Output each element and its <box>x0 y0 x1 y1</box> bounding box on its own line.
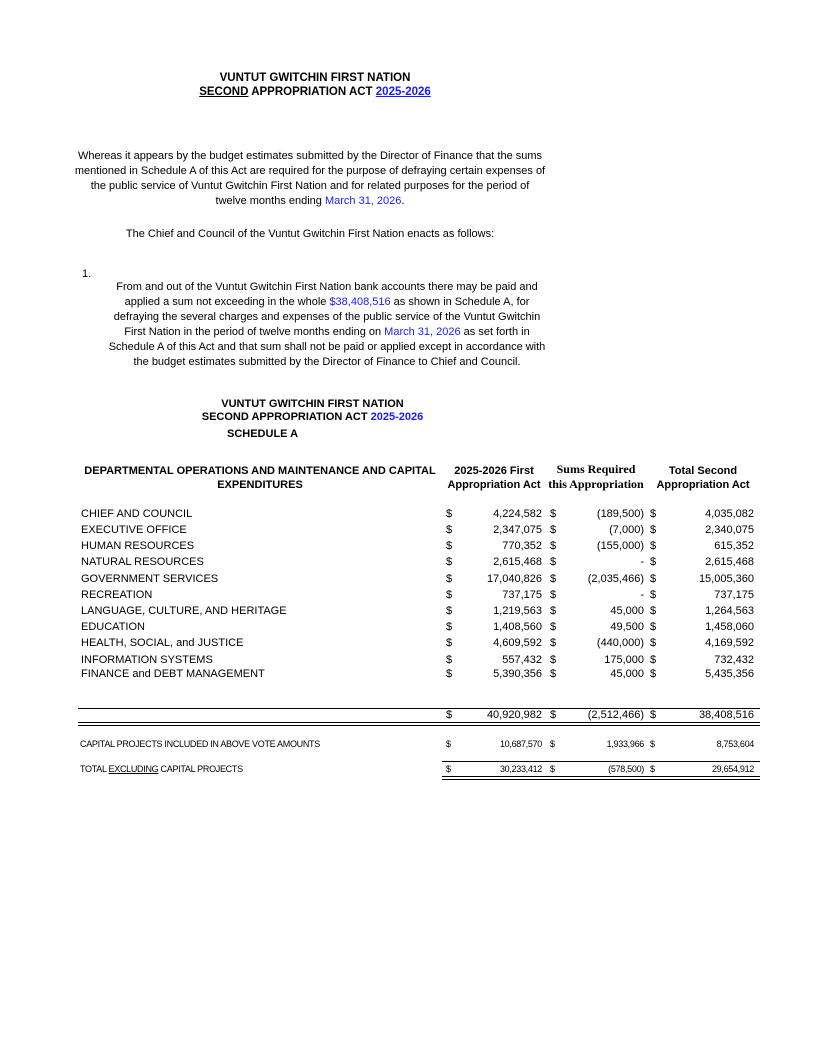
currency-sign: $ <box>550 508 557 520</box>
currency-sign: $ <box>550 524 557 536</box>
total-second-amount: 2,340,075 <box>705 524 754 536</box>
total-second-amount: 5,435,356 <box>705 668 754 680</box>
department-name: HEALTH, SOCIAL, and JUSTICE <box>81 637 244 649</box>
column-header-first-act <box>446 464 542 492</box>
whereas-end: . <box>401 195 405 207</box>
capital-first: 10,687,570 <box>499 739 542 749</box>
clause-amount: $38,408,516 <box>329 296 391 308</box>
schedule-act-year: 2025-2026 <box>370 411 424 423</box>
currency-sign: $ <box>446 764 451 774</box>
table-row <box>0 587 826 603</box>
currency-sign: $ <box>650 709 657 721</box>
currency-sign: $ <box>446 589 453 601</box>
currency-sign: $ <box>550 621 557 633</box>
first-act-line2: Appropriation Act <box>447 479 541 491</box>
column-header-total-second <box>652 464 754 492</box>
currency-sign: $ <box>446 621 453 633</box>
sums-required-amount: (440,000) <box>596 637 644 649</box>
excl-total: 29,654,912 <box>711 764 754 774</box>
department-name: NATURAL RESOURCES <box>81 556 204 568</box>
currency-sign: $ <box>446 709 453 721</box>
currency-sign: $ <box>446 605 453 617</box>
sums-required-amount: 45,000 <box>610 668 644 680</box>
grand-total-sums: (2,512,466) <box>587 709 644 721</box>
currency-sign: $ <box>550 605 557 617</box>
grand-total-first: 40,920,982 <box>486 709 542 721</box>
document-title-nation: VUNTUT GWITCHIN FIRST NATION <box>219 72 411 84</box>
sums-required-amount: - <box>640 556 644 568</box>
total-second-amount: 737,175 <box>714 589 754 601</box>
currency-sign: $ <box>550 709 557 721</box>
total-second-amount: 2,615,468 <box>705 556 754 568</box>
currency-sign: $ <box>550 637 557 649</box>
currency-sign: $ <box>650 764 655 774</box>
currency-sign: $ <box>550 573 557 585</box>
currency-sign: $ <box>650 654 657 666</box>
first-act-amount: 1,219,563 <box>493 605 542 617</box>
clause-1-paragraph <box>104 280 550 370</box>
sums-required-amount: 45,000 <box>610 605 644 617</box>
currency-sign: $ <box>550 556 557 568</box>
total-second-amount: 4,169,592 <box>705 637 754 649</box>
currency-sign: $ <box>550 739 555 749</box>
excl-label-underlined: EXCLUDING <box>108 764 159 774</box>
grand-total-row <box>0 707 826 723</box>
currency-sign: $ <box>650 556 657 568</box>
total-second-amount: 1,264,563 <box>705 605 754 617</box>
schedule-act-name: SECOND APPROPRIATION ACT <box>201 411 371 423</box>
sums-required-amount: (155,000) <box>596 540 644 552</box>
table-row <box>0 635 826 651</box>
total-excluding-capital-row <box>0 762 826 776</box>
clause-number: 1. <box>82 268 92 280</box>
department-name: LANGUAGE, CULTURE, AND HERITAGE <box>81 605 287 617</box>
total-double-rule-2 <box>78 725 760 726</box>
capital-total: 8,753,604 <box>716 739 754 749</box>
column-header-department: DEPARTMENTAL OPERATIONS AND MAINTENANCE AND CAPITAL EXPENDITURES <box>84 465 436 491</box>
department-name: RECREATION <box>81 589 153 601</box>
clause-text-1: From and out of the Vuntut Gwitchin First Nation bank accounts there may be paid and applied a sum not exceeding in the whole <box>116 281 538 308</box>
department-name: HUMAN RESOURCES <box>81 540 195 552</box>
whereas-date: March 31, 2026 <box>324 195 402 207</box>
column-header-sums-required <box>546 462 646 492</box>
table-row <box>0 554 826 570</box>
grand-total-total: 38,408,516 <box>698 709 754 721</box>
total-second-amount: 732,432 <box>714 654 754 666</box>
currency-sign: $ <box>650 637 657 649</box>
sums-required-amount: (7,000) <box>609 524 644 536</box>
currency-sign: $ <box>650 524 657 536</box>
currency-sign: $ <box>446 668 453 680</box>
schedule-label: SCHEDULE A <box>227 428 299 440</box>
sums-required-amount: (189,500) <box>596 508 644 520</box>
total-second-amount: 1,458,060 <box>705 621 754 633</box>
clause-date: March 31, 2026 <box>384 326 461 338</box>
department-name: CHIEF AND COUNCIL <box>81 508 193 520</box>
department-name: GOVERNMENT SERVICES <box>81 573 219 585</box>
total-second-amount: 4,035,082 <box>705 508 754 520</box>
currency-sign: $ <box>446 739 451 749</box>
currency-sign: $ <box>650 508 657 520</box>
table-row <box>0 619 826 635</box>
table-row <box>0 571 826 587</box>
currency-sign: $ <box>446 524 453 536</box>
department-name: EXECUTIVE OFFICE <box>81 524 187 536</box>
capital-projects-row <box>0 737 826 751</box>
excl-sums: (578,500) <box>608 764 644 774</box>
first-act-amount: 17,040,826 <box>486 573 542 585</box>
total-line2: Appropriation Act <box>656 479 750 491</box>
first-act-amount: 557,432 <box>502 654 542 666</box>
table-row <box>0 603 826 619</box>
sums-required-amount: (2,035,466) <box>587 573 644 585</box>
currency-sign: $ <box>550 764 555 774</box>
first-act-amount: 2,347,075 <box>493 524 542 536</box>
department-name: EDUCATION <box>81 621 145 633</box>
whereas-text: Whereas it appears by the budget estimates submitted by the Director of Finance that the sums mentioned in Schedule A of this Act are required for the purpose of defraying certain expenses of the public service of Vuntut Gwitchin First Nation and for related purposes for the period of twelve months ending <box>74 150 546 207</box>
capital-projects-label: CAPITAL PROJECTS INCLUDED IN ABOVE VOTE AMOUNTS <box>80 739 320 749</box>
currency-sign: $ <box>650 589 657 601</box>
currency-sign: $ <box>550 668 557 680</box>
currency-sign: $ <box>446 654 453 666</box>
total-second-amount: 15,005,360 <box>698 573 754 585</box>
table-row <box>0 538 826 554</box>
first-act-amount: 5,390,356 <box>493 668 542 680</box>
table-row <box>0 666 826 682</box>
act-year-link[interactable]: 2025-2026 <box>375 86 431 98</box>
currency-sign: $ <box>446 573 453 585</box>
excl-label-pre: TOTAL <box>80 764 109 774</box>
currency-sign: $ <box>650 668 657 680</box>
currency-sign: $ <box>446 540 453 552</box>
total-second-amount: 615,352 <box>714 540 754 552</box>
sums-line1: Sums Required <box>556 462 636 476</box>
sums-line2: this Appropriation <box>548 477 644 491</box>
act-ordinal: SECOND <box>199 86 249 98</box>
first-act-amount: 2,615,468 <box>493 556 542 568</box>
first-act-amount: 770,352 <box>502 540 542 552</box>
table-row <box>0 522 826 538</box>
first-act-amount: 1,408,560 <box>493 621 542 633</box>
sums-required-amount: 49,500 <box>610 621 644 633</box>
total-excluding-label <box>80 762 243 776</box>
currency-sign: $ <box>446 637 453 649</box>
currency-sign: $ <box>650 739 655 749</box>
capital-sums: 1,933,966 <box>606 739 644 749</box>
currency-sign: $ <box>650 540 657 552</box>
first-act-line1: 2025-2026 First <box>454 465 534 477</box>
currency-sign: $ <box>550 540 557 552</box>
currency-sign: $ <box>550 654 557 666</box>
excl-label-post: CAPITAL PROJECTS <box>158 764 243 774</box>
currency-sign: $ <box>446 556 453 568</box>
sums-required-amount: 175,000 <box>604 654 644 666</box>
first-act-amount: 4,609,592 <box>493 637 542 649</box>
excl-double-rule-2 <box>442 779 760 780</box>
currency-sign: $ <box>650 621 657 633</box>
enacts-paragraph: The Chief and Council of the Vuntut Gwitchin First Nation enacts as follows: <box>125 228 495 240</box>
act-name: APPROPRIATION ACT <box>248 86 376 98</box>
schedule-title-nation: VUNTUT GWITCHIN FIRST NATION <box>221 398 404 410</box>
first-act-amount: 4,224,582 <box>493 508 542 520</box>
department-name: INFORMATION SYSTEMS <box>81 654 213 666</box>
currency-sign: $ <box>650 573 657 585</box>
currency-sign: $ <box>650 605 657 617</box>
clause-text-3: as set forth in Schedule A of this Act and that sum shall not be paid or applied except in accordance with the budget estimates submitted by the Director of Finance to Chief and Council. <box>108 326 546 368</box>
whereas-paragraph <box>74 149 546 209</box>
sums-required-amount: - <box>640 589 644 601</box>
total-double-rule-1 <box>78 722 760 723</box>
excl-double-rule-1 <box>442 776 760 777</box>
first-act-amount: 737,175 <box>502 589 542 601</box>
schedule-title-act <box>190 411 435 424</box>
document-title-act <box>150 85 480 99</box>
currency-sign: $ <box>550 589 557 601</box>
total-line1: Total Second <box>668 465 738 477</box>
department-name: FINANCE and DEBT MANAGEMENT <box>81 668 265 680</box>
clause-text-2: as shown in Schedule A, for defraying the several charges and expenses of the public service of the Vuntut Gwitchin First Nation in the period of twelve months ending on <box>113 296 541 338</box>
excl-first: 30,233,412 <box>499 764 542 774</box>
table-row <box>0 506 826 522</box>
currency-sign: $ <box>446 508 453 520</box>
